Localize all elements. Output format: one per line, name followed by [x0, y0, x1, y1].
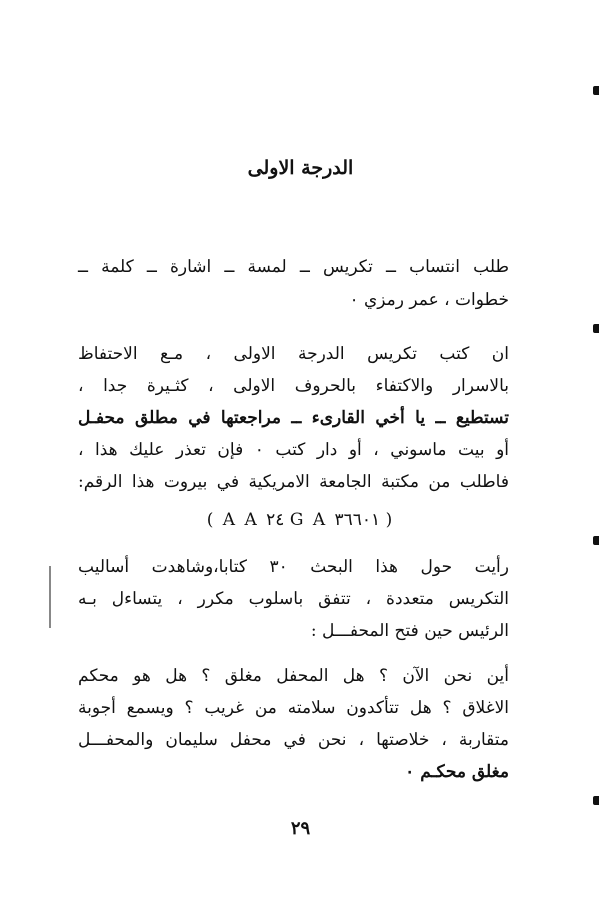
paragraph-1-line-1: ان كتب تكريس الدرجة الاولى ، مـع الاحتفاظ: [78, 344, 509, 364]
keywords-line-1: طلب انتساب ــ تكريس ــ لمسة ــ اشارة ــ كلمة ــ: [78, 257, 509, 277]
paragraph-3-line-1: أين نحن الآن ؟ هل المحفل مغلق ؟ هل هو محكم: [78, 666, 509, 686]
paragraph-1-line-4: أو بيت ماسوني ، أو دار كتب ٠ فإن تعذر عليك هذا ،: [78, 440, 510, 460]
binding-mark: [593, 86, 599, 95]
paragraph-3-line-3: متقاربة ، خلاصتها ، نحن في محفل سليمان والمحفـــل: [78, 730, 509, 750]
binding-mark: [593, 324, 599, 333]
paragraph-2-line-3: الرئيس حين فتح المحفـــل :: [310, 621, 509, 641]
keywords-line-2: خطوات ، عمر رمزي ٠: [349, 290, 509, 310]
binding-mark: [593, 796, 599, 805]
paragraph-2-line-1: رأيت حول هذا البحث ٣٠ كتابا،وشاهدت أساليب: [78, 557, 509, 577]
paragraph-1-line-3: تستطيع ــ يا أخي القارىء ــ مراجعتها في مطلق محفـل: [78, 408, 509, 428]
binding-mark: [593, 536, 599, 545]
paragraph-1-line-5: فاطلب من مكتبة الجامعة الامريكية في بيروت هذا الرقم:: [78, 472, 509, 492]
page-number: ٢٩: [290, 818, 311, 839]
paragraph-3-line-4: مغلق محكـم ٠: [405, 762, 509, 782]
page-title: الدرجة الاولى: [247, 157, 354, 179]
paragraph-3-line-2: الاغلاق ؟ هل تتأكدون سلامته من غريب ؟ ويسمع أجوبة: [78, 698, 509, 718]
paragraph-1-line-2: بالاسرار والاكتفاء بالحروف الاولى ، كثـيرة جدا ،: [78, 376, 509, 396]
paragraph-2-line-2: التكريس متعددة ، تتفق باسلوب مكرر ، يتساءل بـه: [78, 589, 509, 609]
scan-margin-mark: [49, 566, 51, 628]
catalog-number: ( A A ٢٤ G A ٣٦٦٠١ ): [206, 510, 395, 530]
